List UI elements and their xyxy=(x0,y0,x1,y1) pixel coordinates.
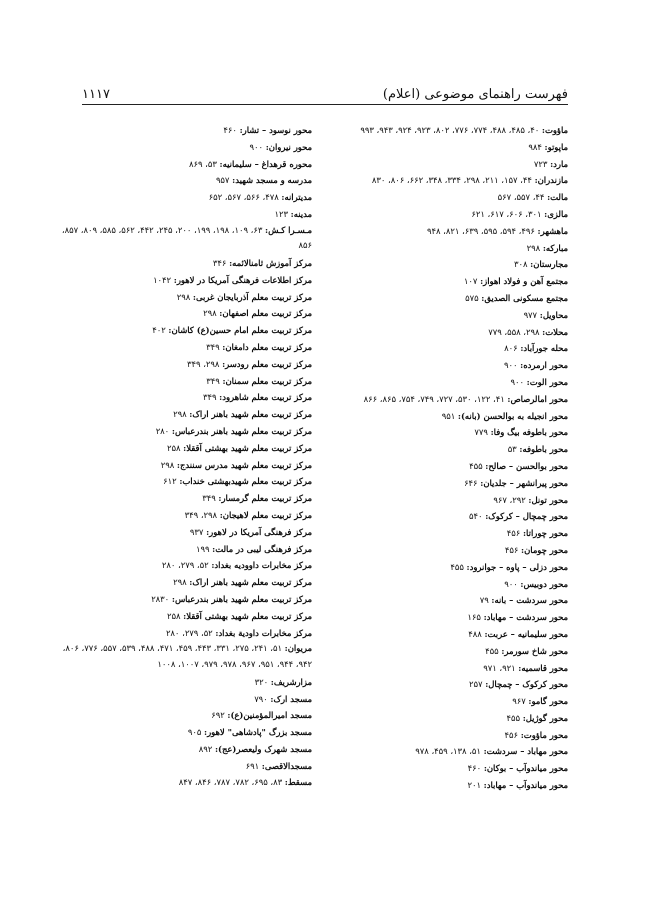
index-term: مرکز تربیت معلم لاهیجان: xyxy=(219,510,312,521)
index-term: مـسـرا کـش: xyxy=(265,224,312,235)
index-pages: ۴۵۶ xyxy=(504,544,519,555)
index-pages: ۲۰۱ xyxy=(467,780,481,791)
index-term: محور شاخ سورمر: xyxy=(501,645,568,656)
index-pages: ۵۲، ۲۷۹، ۲۸۰ xyxy=(165,627,213,638)
page-header xyxy=(82,78,568,105)
index-pages: ۴۶۰ xyxy=(467,763,482,774)
index-entry xyxy=(54,189,312,206)
index-term: محور دوبیس: xyxy=(520,578,568,589)
index-pages: ۴۹۶، ۵۹۴، ۵۹۵، ۶۳۹، ۸۲۱، ۹۴۸ xyxy=(426,225,535,236)
index-entry xyxy=(318,357,568,374)
index-term: محور چوراتا: xyxy=(522,528,568,539)
index-pages: ۱۶۵ xyxy=(467,612,481,623)
index-pages: ۹۰۰ xyxy=(504,578,518,589)
index-term: محور میاندوآب – مهاباد: xyxy=(483,780,568,791)
index-entry xyxy=(54,774,312,791)
index-pages: ۳۰۱، ۶۰۶، ۶۱۷، ۶۲۱ xyxy=(471,208,542,219)
index-pages: ۷۷۹ xyxy=(474,427,488,438)
index-entry xyxy=(54,608,312,625)
index-term: مدیترانه: xyxy=(281,192,312,203)
index-entry xyxy=(318,189,568,206)
index-pages: ۶۱۲ xyxy=(163,476,177,487)
index-term: مارد: xyxy=(550,158,568,169)
index-entry xyxy=(54,691,312,708)
index-term: مرکز مخابرات داوودیه بغداد: xyxy=(211,560,312,571)
index-pages: ۱۹۹ xyxy=(196,543,210,554)
index-pages: ۴۵۵ xyxy=(506,712,521,723)
index-pages: ۸۹۲ xyxy=(198,743,213,754)
index-pages: ۹۰۰ xyxy=(503,360,518,371)
index-term: محور دزلی – پاوه – جوانرود: xyxy=(466,561,568,572)
index-pages: ۵۳ xyxy=(507,444,517,455)
index-pages: ۴۵۵ xyxy=(450,561,464,572)
index-entry xyxy=(318,727,568,744)
index-pages: ۳۴۹ xyxy=(202,493,216,504)
index-entry xyxy=(318,760,568,777)
index-pages: ۸۳، ۶۹۵، ۷۸۲، ۷۸۷، ۸۴۶، ۸۴۷ xyxy=(178,777,283,788)
index-pages: ۳۴۶ xyxy=(212,258,227,269)
index-entry xyxy=(318,660,568,677)
index-term: مرکز تربیت معلم رودسر: xyxy=(222,358,312,369)
index-entry xyxy=(54,172,312,189)
index-entry xyxy=(318,324,568,341)
index-entry xyxy=(318,777,568,794)
index-entry xyxy=(318,542,568,559)
index-pages: ۷۹ xyxy=(479,595,489,606)
index-entry xyxy=(318,408,568,425)
index-term: مرکز تربیت معلم آذربایجان غربی: xyxy=(192,291,312,302)
index-pages: ۳۴۹ xyxy=(206,342,220,353)
index-pages: ۵۱، ۲۴۱، ۲۷۵، ۳۳۱، ۴۴۳، ۴۵۹، ۴۷۱، ۴۸۸، ۵۳۹، ۵۵۷، ۷۷۶، ۸۰۶، ۹۴۲، ۹۴۴، ۹۵۱، ۹۶۷، ۹۷۸، ۹۷۹، ۱۰۰۷، ۱۰۰۸ xyxy=(62,643,312,669)
index-entry xyxy=(318,391,568,408)
index-term: محور ارمرده: xyxy=(520,360,568,371)
index-term: محوره قرهداغ – سلیمانیه: xyxy=(219,158,312,169)
index-term: مرکز تربیت معلم سمنان: xyxy=(222,375,312,386)
index-pages: ۳۴۹ xyxy=(206,375,220,386)
index-entry xyxy=(54,440,312,457)
index-term: مریوان: xyxy=(284,643,312,654)
index-term: محور باطوفه: xyxy=(519,444,568,455)
index-pages: ۴۱، ۱۲۲، ۵۳۰، ۷۲۷، ۷۴۹، ۷۵۴، ۸۶۵، ۸۶۶ xyxy=(363,393,505,404)
index-term: محور نوسود – تشار: xyxy=(239,125,312,135)
index-entry xyxy=(54,457,312,474)
index-column-right xyxy=(318,122,568,794)
index-entry xyxy=(318,508,568,525)
index-term: محله جورآباد: xyxy=(520,343,568,354)
index-term: محور میاندوآب – بوکان: xyxy=(483,763,568,774)
index-pages: ۹۰۵ xyxy=(187,727,202,738)
index-pages: ۶۴۶ xyxy=(464,477,478,488)
index-entry xyxy=(54,289,312,306)
index-term: مسجد شهرک ولیعصر(عج): xyxy=(214,743,312,754)
index-pages: ۳۰۸ xyxy=(514,259,528,270)
index-pages: ۲۵۸ xyxy=(167,442,181,453)
index-entry xyxy=(318,172,568,189)
index-pages: ۳۲۰ xyxy=(254,676,269,687)
index-term: محور قاسمیه: xyxy=(518,662,568,673)
index-term: مازندران: xyxy=(534,175,568,186)
index-term: مرکز مخابرات داودیة بغداد: xyxy=(215,627,312,638)
index-pages: ۲۹۸، ۳۴۹ xyxy=(187,358,220,369)
index-entry xyxy=(318,525,568,542)
index-term: مرکز تربیت معلم اصفهان: xyxy=(219,308,312,319)
index-pages: ۴۵۵ xyxy=(485,645,499,656)
index-pages: ۹۷۷ xyxy=(523,309,538,320)
index-entry xyxy=(318,643,568,660)
index-term: مرکز تربیت معلم شهیدبهشتی خنداب: xyxy=(179,476,312,487)
index-entry xyxy=(318,340,568,357)
index-term: مدرسه و مسجد شهید: xyxy=(232,175,312,186)
index-pages: ۲۵۸ xyxy=(167,610,181,621)
index-pages: ۴۵۵ xyxy=(469,460,483,471)
index-term: مسجد امیرالمؤمنین(ع): xyxy=(227,710,312,721)
index-term: محلات: xyxy=(542,326,568,337)
page-number: ۱۱۱۷ xyxy=(82,87,110,102)
index-pages: ۲۸۳۰ xyxy=(151,594,170,605)
index-column-left xyxy=(54,122,312,791)
index-pages: ۹۶۷ xyxy=(512,696,526,707)
index-entry xyxy=(318,559,568,576)
index-pages: ۹۰۰ xyxy=(249,141,264,152)
index-term: محور تونل: xyxy=(528,494,568,505)
index-pages: ۴۶۰ xyxy=(223,125,237,135)
index-term: محور کرکوک – چمچال: xyxy=(485,679,568,690)
index-pages: ۴۵۶ xyxy=(504,729,519,740)
index-entry xyxy=(318,139,568,156)
index-entry xyxy=(318,576,568,593)
index-term: مزارشریف: xyxy=(270,676,312,687)
index-term: مرکز تربیت معلم شهید باهنر بندرعباس: xyxy=(171,594,312,605)
index-term: محور سردشت – مهاباد: xyxy=(483,612,568,623)
index-pages: ۴۴، ۵۵۷، ۵۶۷ xyxy=(497,192,545,203)
index-entry xyxy=(54,707,312,724)
index-entry xyxy=(54,507,312,524)
index-pages: ۱۰۷ xyxy=(463,276,478,287)
index-entry xyxy=(54,223,312,255)
index-pages: ۴۰۲ xyxy=(152,325,166,336)
index-pages: ۶۳، ۱۰۹، ۱۹۸، ۱۹۹، ۲۰۰، ۲۴۵، ۴۴۲، ۵۶۲، ۵۸۵، ۸۰۹، ۸۵۷، ۸۵۶ xyxy=(61,224,312,251)
index-pages: ۴۰، ۴۸۵، ۴۸۸، ۷۷۴، ۷۷۶، ۸۰۲، ۹۲۳، ۹۲۴، ۹۴۳، ۹۹۳ xyxy=(360,125,540,135)
index-entry xyxy=(318,743,568,760)
index-entry xyxy=(318,122,568,139)
index-term: محور ماؤوت: xyxy=(520,729,568,740)
index-term: مبارکه: xyxy=(542,242,568,253)
index-pages: ۲۹۸ xyxy=(173,577,187,588)
index-entry xyxy=(318,676,568,693)
index-term: محور باطوفه بیگ وفا: xyxy=(490,427,568,438)
index-term: مرکز تربیت معلم امام حسین(ع) کاشان: xyxy=(168,325,312,336)
index-entry xyxy=(54,139,312,156)
index-term: مسجد بزرگ "پادشاهی" لاهور: xyxy=(204,727,312,738)
index-entry xyxy=(54,591,312,608)
index-term: مرکز آموزش ثامنالائمه: xyxy=(229,258,312,269)
index-pages: ۴۷۸، ۵۶۶، ۵۶۷، ۶۵۲ xyxy=(208,192,279,203)
index-term: مرکز تربیت معلم شهید باهنر اراک: xyxy=(189,409,312,420)
index-pages: ۵۱، ۱۳۸، ۴۵۹، ۹۷۸ xyxy=(415,746,481,757)
index-pages: ۲۹۲، ۹۶۷ xyxy=(493,494,526,505)
index-entry xyxy=(318,223,568,240)
index-entry xyxy=(54,305,312,322)
index-entry xyxy=(54,473,312,490)
index-entry xyxy=(54,389,312,406)
index-term: محور نیروان: xyxy=(265,141,312,152)
index-entry xyxy=(54,741,312,758)
index-entry xyxy=(318,609,568,626)
index-term: مسجدالاقصی: xyxy=(261,760,312,771)
index-term: مجتمع آهن و فولاد اهواز: xyxy=(480,276,568,287)
index-term: محور الوت: xyxy=(526,376,568,387)
index-term: مرکز فرهنگی لیبی در مالت: xyxy=(212,543,312,554)
index-entry xyxy=(318,273,568,290)
index-term: مسجد ارک: xyxy=(270,693,312,704)
index-term: محور بوالحسن – صالح: xyxy=(485,460,568,471)
index-pages: ۹۵۷ xyxy=(215,175,230,186)
page-title: فهرست راهنمای موضوعی (اعلام) xyxy=(382,87,568,102)
index-pages: ۵۷۵ xyxy=(465,292,479,303)
index-entry xyxy=(318,458,568,475)
index-pages: ۲۹۸، ۵۵۸، ۷۷۹ xyxy=(488,326,540,337)
index-term: محور مهاباد – سردشت: xyxy=(483,746,568,757)
index-term: محور انجیله به بوالحسن (بانه): xyxy=(457,410,568,421)
index-term: مرکز تربیت معلم گرمسار: xyxy=(218,493,312,504)
index-pages: ۲۹۸، ۳۴۹ xyxy=(184,510,218,521)
index-entry xyxy=(54,373,312,390)
index-entry xyxy=(54,122,312,139)
index-pages: ۲۹۸ xyxy=(526,242,541,253)
index-term: مرکز تربیت معلم شهید بهشتی آققلا: xyxy=(183,610,312,621)
index-entry xyxy=(318,156,568,173)
index-term: محور گامو: xyxy=(528,696,568,707)
index-pages: ۵۴۰ xyxy=(469,511,483,522)
index-term: محور امالرصاص: xyxy=(507,393,568,404)
index-entry xyxy=(318,307,568,324)
index-term: مرکز تربیت معلم شهید مدرس سنندج: xyxy=(176,459,312,470)
index-entry xyxy=(318,441,568,458)
index-pages: ۹۰۰ xyxy=(510,376,524,387)
index-entry xyxy=(318,492,568,509)
index-term: مرکز اطلاعات فرهنگی آمریکا در لاهور: xyxy=(173,274,312,285)
index-pages: ۲۹۸ xyxy=(176,291,191,302)
index-entry xyxy=(318,256,568,273)
index-pages: ۸۰۶ xyxy=(504,343,518,354)
index-pages: ۴۸۸ xyxy=(468,628,482,639)
index-entry xyxy=(54,356,312,373)
index-term: مرکز تربیت معلم شهید باهنر بندرعباس: xyxy=(171,426,312,437)
index-term: محور سردشت – بانه: xyxy=(491,595,568,606)
index-entry xyxy=(54,641,312,673)
index-pages: ۳۴۹ xyxy=(202,392,217,403)
index-entry xyxy=(318,240,568,257)
index-term: مرکز فرهنگی آمریکا در لاهور: xyxy=(206,526,312,537)
index-entry xyxy=(54,574,312,591)
index-entry xyxy=(54,339,312,356)
index-term: محور سلیمانیه – عربت: xyxy=(484,628,568,639)
index-entry xyxy=(318,290,568,307)
index-pages: ۵۲، ۲۷۹، ۲۸۰ xyxy=(161,560,209,571)
index-term: محور پیرانشهر – جلدیان: xyxy=(480,477,568,488)
index-pages: ۲۹۸ xyxy=(203,308,217,319)
index-pages: ۱۲۳ xyxy=(274,208,288,219)
index-pages: ۲۵۷ xyxy=(469,679,483,690)
index-entry xyxy=(54,524,312,541)
index-entry xyxy=(318,710,568,727)
index-pages: ۹۸۴ xyxy=(528,141,542,152)
index-entry xyxy=(318,374,568,391)
index-pages: ۵۳، ۸۶۹ xyxy=(188,158,217,169)
index-pages: ۲۸۰ xyxy=(155,426,170,437)
index-pages: ۷۲۳ xyxy=(533,158,548,169)
index-term: ماهشهر: xyxy=(537,225,568,236)
index-term: مالزی: xyxy=(544,208,568,219)
index-entry xyxy=(54,272,312,289)
index-term: ماپوتو: xyxy=(544,141,568,152)
index-pages: ۲۹۸ xyxy=(173,409,187,420)
index-pages: ۲۹۸ xyxy=(160,459,175,470)
index-term: مسقط: xyxy=(284,777,312,788)
index-pages: ۷۹۰ xyxy=(254,693,268,704)
index-entry xyxy=(54,255,312,272)
index-entry xyxy=(54,724,312,741)
index-entry xyxy=(54,490,312,507)
index-term: محور گوژیل: xyxy=(522,712,568,723)
index-term: مجتمع مسکونی الصدیق: xyxy=(481,292,568,303)
index-term: ماؤوت: xyxy=(541,125,568,135)
index-entry xyxy=(318,592,568,609)
index-term: مرکز تربیت معلم دامغان: xyxy=(222,342,312,353)
index-entry xyxy=(318,424,568,441)
index-entry xyxy=(318,626,568,643)
index-term: مرکز تربیت معلم شهید بهشتی آققلا: xyxy=(183,442,312,453)
index-term: مجارستان: xyxy=(530,259,568,270)
index-entry xyxy=(54,206,312,223)
index-term: مالت: xyxy=(547,192,568,203)
index-entry xyxy=(54,625,312,642)
index-term: محاویل: xyxy=(539,309,568,320)
index-term: محور چومان: xyxy=(521,544,568,555)
index-entry xyxy=(54,423,312,440)
index-pages: ۱۰۴۲ xyxy=(153,274,172,285)
index-entry xyxy=(54,156,312,173)
index-entry xyxy=(54,557,312,574)
index-pages: ۴۴، ۱۵۷، ۲۱۱، ۲۹۸، ۳۳۴، ۳۴۸، ۶۶۲، ۸۰۶، ۸۳۰ xyxy=(371,175,532,186)
index-pages: ۶۹۲ xyxy=(211,710,225,721)
index-pages: ۴۵۶ xyxy=(506,528,521,539)
index-entry xyxy=(318,693,568,710)
index-term: مرکز تربیت معلم شهید باهنر اراک: xyxy=(189,577,312,588)
index-entry xyxy=(318,206,568,223)
index-entry xyxy=(54,406,312,423)
index-pages: ۹۵۱ xyxy=(441,410,456,421)
index-entry xyxy=(54,541,312,558)
index-entry xyxy=(54,758,312,775)
index-entry xyxy=(54,674,312,691)
index-entry xyxy=(318,475,568,492)
index-entry xyxy=(54,322,312,339)
index-term: مدینه: xyxy=(290,208,312,219)
index-pages: ۶۹۱ xyxy=(245,760,260,771)
index-pages: ۹۲۱، ۹۷۱ xyxy=(483,662,516,673)
index-term: مرکز تربیت معلم شاهرود: xyxy=(219,392,312,403)
index-pages: ۹۳۷ xyxy=(189,526,204,537)
index-term: محور چمچال – کرکوک: xyxy=(485,511,568,522)
